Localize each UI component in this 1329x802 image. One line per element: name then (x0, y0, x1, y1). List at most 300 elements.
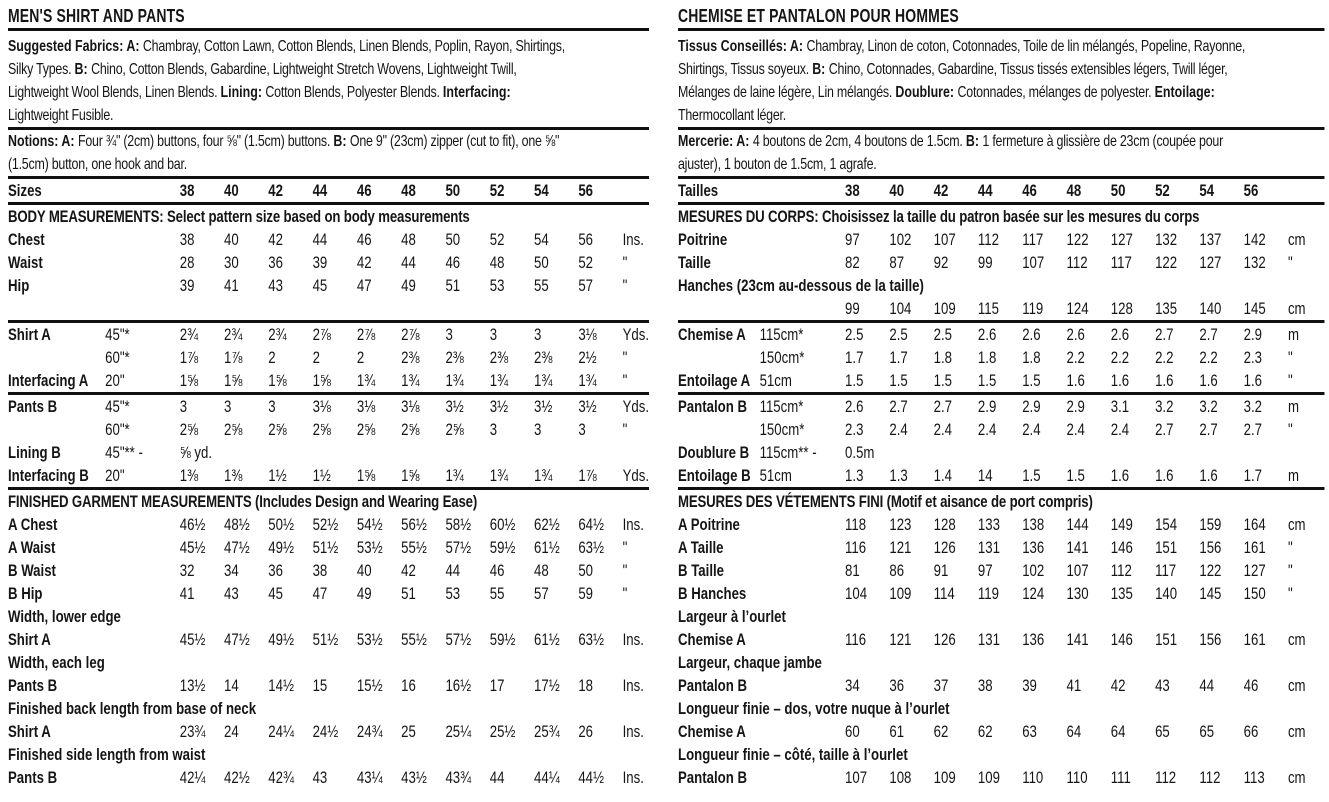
bold-run: B: (74, 61, 92, 78)
size-value-cell: 2.6 (1110, 325, 1130, 344)
size-value-cell: 52 (578, 253, 594, 272)
table-row (8, 582, 649, 605)
size-value-cell: 2⅜ (489, 348, 509, 367)
size-value-cell: 2⅝ (179, 420, 199, 439)
size-value-cell: 49 (356, 584, 372, 603)
size-value-cell: 2.9 (977, 397, 997, 416)
size-value-cell: 62½ (534, 515, 560, 534)
text-run: Chambray, Cotton Lawn, Cotton Blends, Linen Blends, Poplin, Rayon, Shirtings, (142, 38, 565, 55)
size-value-cell: 53½ (356, 630, 383, 649)
size-value-cell: 38 (179, 181, 195, 200)
size-value-cell: 127 (1199, 253, 1222, 272)
size-value-cell: 53 (445, 584, 461, 603)
paragraph-line (8, 104, 649, 127)
size-value-cell: 130 (1066, 584, 1089, 603)
paragraph-line (8, 130, 649, 153)
unit-cell: " (622, 253, 628, 272)
size-value-cell: 112 (977, 230, 999, 249)
size-value-cell: 2⅞ (312, 325, 331, 344)
size-value-cell: 24 (224, 722, 239, 741)
size-value-cell: 1.6 (1110, 466, 1130, 485)
size-value-cell: 63 (1022, 722, 1037, 741)
size-value-cell: 46 (489, 561, 505, 580)
page-title: MEN'S SHIRT AND PANTS (8, 6, 649, 31)
fabric-width-spec (105, 674, 180, 697)
size-value-cell: 46 (1243, 676, 1259, 695)
size-value-cell: 57½ (445, 630, 472, 649)
unit-cell: " (622, 584, 628, 603)
fabric-width-spec: 150cm* (759, 420, 805, 439)
size-value-cell: 38 (179, 230, 195, 249)
english-column (8, 6, 653, 789)
size-value-cell: 2.4 (889, 420, 908, 439)
suggested-fabrics-paragraph (678, 35, 1324, 127)
table-row (8, 418, 649, 441)
fabric-width-spec: 150cm* (759, 348, 805, 367)
size-value-cell: 99 (845, 299, 860, 318)
size-value-cell: 38 (845, 181, 860, 200)
size-value-cell: 156 (1199, 630, 1222, 649)
size-value-cell: 1.6 (1155, 371, 1174, 390)
unit-cell (1288, 179, 1325, 202)
size-value-cell: 3⅛ (356, 397, 376, 416)
size-value-cell: 131 (977, 630, 1000, 649)
text-run: Lightweight Fusible. (8, 107, 114, 124)
english-column-content (8, 6, 649, 789)
size-value-cell: 57 (578, 276, 594, 295)
table-row (8, 559, 649, 582)
size-value-cell: 51 (401, 584, 416, 603)
row-label: Hip (8, 276, 30, 295)
size-value-cell: 42¾ (268, 768, 295, 787)
size-value-cell: 1.5 (889, 371, 908, 390)
bold-run: Lining: (220, 84, 266, 101)
size-value-cell: 52½ (312, 515, 339, 534)
sizes-header-row (8, 179, 649, 202)
size-value-cell: 124 (1066, 299, 1089, 318)
size-value-cell: 36 (889, 676, 905, 695)
size-value-cell: 126 (933, 630, 956, 649)
table-row (8, 441, 649, 464)
bold-run: B: (965, 133, 983, 150)
size-value-cell: 1⅝ (312, 371, 331, 390)
table-row (678, 536, 1324, 559)
bold-run: Suggested Fabrics: A: (8, 38, 143, 55)
size-value-cell: 121 (889, 538, 912, 557)
size-value-cell: 1.8 (977, 348, 997, 367)
size-value-cell: 1.7 (845, 348, 864, 367)
size-value-cell: 1.5 (845, 371, 864, 390)
size-value-cell: 1¾ (578, 371, 597, 390)
size-value-cell: 138 (1022, 515, 1045, 534)
size-value-cell: 132 (1243, 253, 1266, 272)
size-value-cell: 44¼ (534, 768, 560, 787)
table-row (8, 513, 649, 536)
table-row (8, 766, 649, 789)
paragraph-line (678, 104, 1324, 127)
size-value-cell: 42 (401, 561, 416, 580)
size-value-cell: 60 (845, 722, 860, 741)
size-value-cell: 63½ (578, 630, 605, 649)
paragraph-line (678, 58, 1324, 81)
size-value-cell: 23¾ (179, 722, 206, 741)
size-value-cell: 117 (1022, 230, 1044, 249)
size-value-cell: 151 (1155, 538, 1178, 557)
fabric-width-spec (760, 513, 845, 536)
fabric-width-spec (760, 536, 845, 559)
bold-run: Tissus Conseillés: A: (678, 38, 807, 55)
table-row (8, 395, 649, 418)
size-value-cell: 2.3 (845, 420, 864, 439)
unit-cell: " (1287, 538, 1293, 557)
bold-run: Interfacing: (442, 84, 511, 101)
size-value-cell: 1.8 (1022, 348, 1041, 367)
size-value-cell: 48 (489, 253, 505, 272)
size-value-cell: 25¾ (534, 722, 560, 741)
size-value-cell: 39 (179, 276, 195, 295)
fabric-width-spec (105, 628, 180, 651)
table-row (8, 274, 649, 297)
size-value-cell: 128 (1110, 299, 1133, 318)
unit-cell: cm (1287, 515, 1306, 534)
size-value-cell: 41 (1066, 676, 1082, 695)
unit-cell: Yds. (622, 325, 650, 344)
size-value-cell: 104 (889, 299, 912, 318)
size-value-cell: 54 (1199, 181, 1215, 200)
size-value-cell: 34 (845, 676, 860, 695)
row-label: Pantalon B (678, 397, 747, 416)
text-run: Shirtings, Tissus soyeux. (678, 61, 813, 78)
size-value-cell: 18 (578, 676, 594, 695)
size-value-cell: 51 (445, 276, 461, 295)
size-value-cell: 3 (534, 420, 542, 439)
size-value-cell: 97 (845, 230, 860, 249)
size-value-cell: 54 (534, 181, 549, 200)
size-value-cell: 44 (312, 181, 328, 200)
row-label: B Waist (8, 561, 56, 580)
full-width-row-label: Hanches (23cm au-dessous de la taille) (678, 276, 924, 295)
row-label: Tailles (678, 181, 719, 200)
size-value-cell: 44 (1199, 676, 1215, 695)
size-value-cell: 107 (933, 230, 956, 249)
size-value-cell: 107 (845, 768, 868, 787)
measurement-tables (678, 205, 1324, 789)
size-value-cell: 2.5 (933, 325, 953, 344)
size-value-cell: 2.7 (1199, 420, 1218, 439)
text-run: Cotonnades, mélanges de polyester. (957, 84, 1155, 101)
size-value-cell: 25¼ (445, 722, 472, 741)
size-value-cell: 64½ (578, 515, 605, 534)
sizes-row-host (8, 179, 649, 202)
size-value-cell: 66 (1243, 722, 1259, 741)
size-value-cell: 112 (1110, 561, 1132, 580)
size-value-cell: 3⅛ (578, 325, 597, 344)
fabric-width-spec: 115cm* (759, 325, 804, 344)
size-value-cell: 46½ (179, 515, 206, 534)
size-value-cell: 146 (1110, 630, 1133, 649)
size-value-cell: 1.3 (845, 466, 864, 485)
table-row (8, 251, 649, 274)
row-label: A Chest (8, 515, 58, 534)
size-value-cell: 41 (224, 276, 239, 295)
size-value-cell: 65 (1155, 722, 1170, 741)
fabric-width-spec (760, 766, 845, 789)
size-value-cell: 1⅞ (578, 466, 597, 485)
size-value-cell: 2.4 (1066, 420, 1085, 439)
size-value-cell: 45 (268, 584, 283, 603)
unit-cell: cm (1287, 299, 1306, 318)
size-value-cell: 135 (1110, 584, 1133, 603)
table-row (8, 369, 649, 392)
size-value-cell: 2.7 (889, 397, 908, 416)
size-value-cell: 40 (889, 181, 905, 200)
fabric-width-spec (105, 513, 180, 536)
size-value-cell: 102 (1022, 561, 1045, 580)
size-value-cell: 37 (933, 676, 949, 695)
notions-paragraph (8, 130, 649, 176)
row-label: Pants B (8, 676, 58, 695)
size-value-cell: 42 (356, 253, 372, 272)
size-value-cell: 64 (1066, 722, 1082, 741)
size-value-cell: 1.6 (1199, 371, 1218, 390)
size-value-cell: 3½ (489, 397, 509, 416)
size-value-cell: 104 (845, 584, 868, 603)
size-value-cell: 2¾ (224, 325, 243, 344)
size-value-cell: 44½ (578, 768, 605, 787)
size-value-cell: 141 (1066, 630, 1089, 649)
size-value-cell: 44 (312, 230, 328, 249)
size-value-cell: 2⅝ (312, 420, 331, 439)
table-row (678, 766, 1324, 789)
table-row (678, 297, 1324, 320)
full-width-row-label: Longueur finie – dos, votre nuque à l’ourlet (678, 699, 950, 718)
paragraph-line (678, 153, 1324, 176)
section-header: FINISHED GARMENT MEASUREMENTS (Includes Design and Wearing Ease) (8, 492, 478, 511)
size-value-cell: 2⅝ (445, 420, 464, 439)
text-run: One 9" (23cm) zipper (cut to fit), one ⅝" (349, 133, 560, 150)
table-row (8, 346, 649, 369)
size-value-cell: 48 (401, 230, 416, 249)
size-value-cell: 2.2 (1066, 348, 1085, 367)
table-row (678, 418, 1324, 441)
size-value-cell: 145 (1243, 299, 1266, 318)
size-value-cell: 161 (1243, 630, 1266, 649)
size-value-cell: 133 (977, 515, 1000, 534)
size-value-cell: 50 (445, 181, 461, 200)
size-value-cell: 1.7 (889, 348, 908, 367)
text-run: Lightweight Wool Blends, Linen Blends. (8, 84, 221, 101)
page-title: CHEMISE ET PANTALON POUR HOMMES (678, 6, 1324, 31)
size-value-cell: 61½ (534, 630, 560, 649)
size-value-cell: 52 (489, 230, 505, 249)
full-width-row-label: Finished side length from waist (8, 745, 206, 764)
size-value-cell: 128 (933, 515, 956, 534)
size-value-cell: 17½ (534, 676, 560, 695)
size-value-cell: 81 (845, 561, 860, 580)
size-value-cell: 51½ (312, 538, 339, 557)
size-value-cell: 2.2 (1110, 348, 1130, 367)
size-value-cell: 1⅜ (179, 466, 199, 485)
size-value-cell: 2.7 (933, 397, 953, 416)
row-label: Taille (678, 253, 711, 272)
size-value-cell: 97 (977, 561, 993, 580)
size-value-cell: 92 (933, 253, 949, 272)
row-label: Entoilage B (678, 466, 751, 485)
fabric-width-spec (760, 628, 845, 651)
unit-cell: cm (1287, 676, 1306, 695)
notions-paragraph (678, 130, 1324, 176)
size-value-cell: 3½ (534, 397, 553, 416)
text-run: ajuster), 1 bouton de 1.5cm, 1 agrafe. (678, 156, 877, 173)
size-value-cell: 126 (933, 538, 956, 557)
table-row (8, 228, 649, 251)
size-value-cell: 141 (1066, 538, 1089, 557)
size-value-cell: 49½ (268, 538, 295, 557)
fabric-width-spec: 45"* (105, 325, 130, 344)
size-value-cell: 124 (1022, 584, 1045, 603)
table-row (8, 720, 649, 743)
size-value-cell: 2⅜ (445, 348, 464, 367)
size-value-cell: 1⅝ (268, 371, 287, 390)
size-value-cell: 51½ (312, 630, 339, 649)
unit-cell: " (622, 371, 628, 390)
size-value-cell: 3½ (578, 397, 597, 416)
size-value-cell: 3.1 (1110, 397, 1130, 416)
size-value-cell: 48 (1066, 181, 1082, 200)
text-run: Thermocollant léger. (678, 107, 786, 124)
row-label: B Taille (678, 561, 725, 580)
size-value-cell: 36 (268, 253, 283, 272)
size-value-cell: 2⅜ (401, 348, 420, 367)
size-value-cell: 131 (977, 538, 1000, 557)
text-run: 4 boutons de 2cm, 4 boutons de 1.5cm. (752, 133, 966, 150)
size-value-cell: 17 (489, 676, 505, 695)
size-value-cell: 91 (933, 561, 949, 580)
size-value-cell: 42 (268, 181, 283, 200)
row-label: Interfacing A (8, 371, 89, 390)
size-value-cell: 34 (224, 561, 239, 580)
size-value-cell: 3 (534, 325, 542, 344)
size-value-cell: 2.7 (1155, 420, 1174, 439)
size-value-cell: 3 (268, 397, 276, 416)
paragraph-line (8, 81, 649, 104)
size-value-cell: 65 (1199, 722, 1215, 741)
size-value-cell: 32 (179, 561, 195, 580)
size-value-cell: 14 (977, 466, 993, 485)
size-value-cell: 2.6 (977, 325, 997, 344)
table-row (8, 628, 649, 651)
unit-cell: cm (1287, 630, 1306, 649)
fabric-width-spec (105, 251, 180, 274)
size-value-cell: 49 (401, 276, 416, 295)
size-value-cell: 15½ (356, 676, 383, 695)
size-value-cell: 122 (1066, 230, 1089, 249)
fabric-width-spec: 51cm (759, 466, 792, 485)
size-value-cell: 53 (489, 276, 505, 295)
size-value-cell: 50½ (268, 515, 295, 534)
size-value-cell: 46 (356, 230, 372, 249)
row-label (678, 297, 760, 320)
size-value-cell: 3 (179, 397, 188, 416)
fabric-width-spec: 115cm* (759, 397, 804, 416)
fabric-width-spec (105, 720, 180, 743)
sizes-header-row (678, 179, 1324, 202)
size-value-cell: 60½ (489, 515, 516, 534)
row-label: Shirt A (8, 722, 51, 741)
size-value-cell: 119 (1022, 299, 1044, 318)
size-value-cell: 149 (1110, 515, 1133, 534)
size-value-cell: 45½ (179, 630, 206, 649)
size-value-cell: 150 (1243, 584, 1266, 603)
size-value-cell: 48 (534, 561, 549, 580)
size-value-cell: 48 (401, 181, 416, 200)
size-value-cell: 43 (312, 768, 328, 787)
size-value-cell: 144 (1066, 515, 1089, 534)
unit-cell: " (1287, 584, 1293, 603)
size-value-cell: 2 (312, 348, 320, 367)
size-value-cell: 2¾ (268, 325, 287, 344)
unit-cell: " (1287, 348, 1293, 367)
size-value-cell: 2.9 (1066, 397, 1085, 416)
row-label: Pants B (8, 768, 58, 787)
fabric-width-spec: 20" (105, 371, 125, 390)
text-run: Chino, Cotonnades, Gabardine, Tissus tissés extensibles légers, Twill léger, (828, 61, 1228, 78)
size-value-cell: 1½ (268, 466, 287, 485)
size-value-cell: 82 (845, 253, 860, 272)
size-value-cell: 53½ (356, 538, 383, 557)
size-value-cell: 112 (1066, 253, 1088, 272)
text-run: Chambray, Linon de coton, Cotonnades, Toile de lin mélangés, Popeline, Rayonne, (806, 38, 1246, 55)
table-row (678, 369, 1324, 392)
unit-cell: Ins. (622, 515, 644, 534)
size-value-cell: 2 (356, 348, 365, 367)
size-value-cell: 55 (534, 276, 549, 295)
size-value-cell: 2⅞ (401, 325, 420, 344)
size-value-cell: 145 (1199, 584, 1222, 603)
size-value-cell: 3 (489, 325, 498, 344)
size-value-cell: 117 (1155, 561, 1177, 580)
size-value-cell: 87 (889, 253, 905, 272)
size-value-cell: 2 (268, 348, 276, 367)
size-value-cell: 2.2 (1155, 348, 1174, 367)
fabric-width-spec (760, 674, 845, 697)
row-label (8, 418, 105, 441)
french-column-content (678, 6, 1324, 789)
row-label: Waist (8, 253, 43, 272)
table-row (8, 674, 649, 697)
paragraph-line (8, 35, 649, 58)
size-value-cell: 26 (578, 722, 594, 741)
row-label: A Taille (678, 538, 724, 557)
row-label (678, 418, 760, 441)
size-value-cell: 2.7 (1199, 325, 1218, 344)
size-value-cell: 117 (1110, 253, 1132, 272)
sizes-row-host (678, 179, 1324, 202)
size-value-cell: 151 (1155, 630, 1178, 649)
fabric-width-spec: 60"* (105, 348, 130, 367)
size-value-cell: 1.7 (1243, 466, 1263, 485)
table-row (678, 559, 1324, 582)
row-label: Pantalon B (678, 676, 747, 695)
size-value-cell: 112 (1155, 768, 1177, 787)
table-row (678, 582, 1324, 605)
fabric-width-spec (760, 179, 845, 202)
unit-cell (623, 179, 649, 202)
size-value-cell: 1¾ (534, 466, 553, 485)
size-value-cell: 1.5 (1022, 466, 1041, 485)
row-label: Pantalon B (678, 768, 747, 787)
size-value-cell: 46 (1022, 181, 1037, 200)
